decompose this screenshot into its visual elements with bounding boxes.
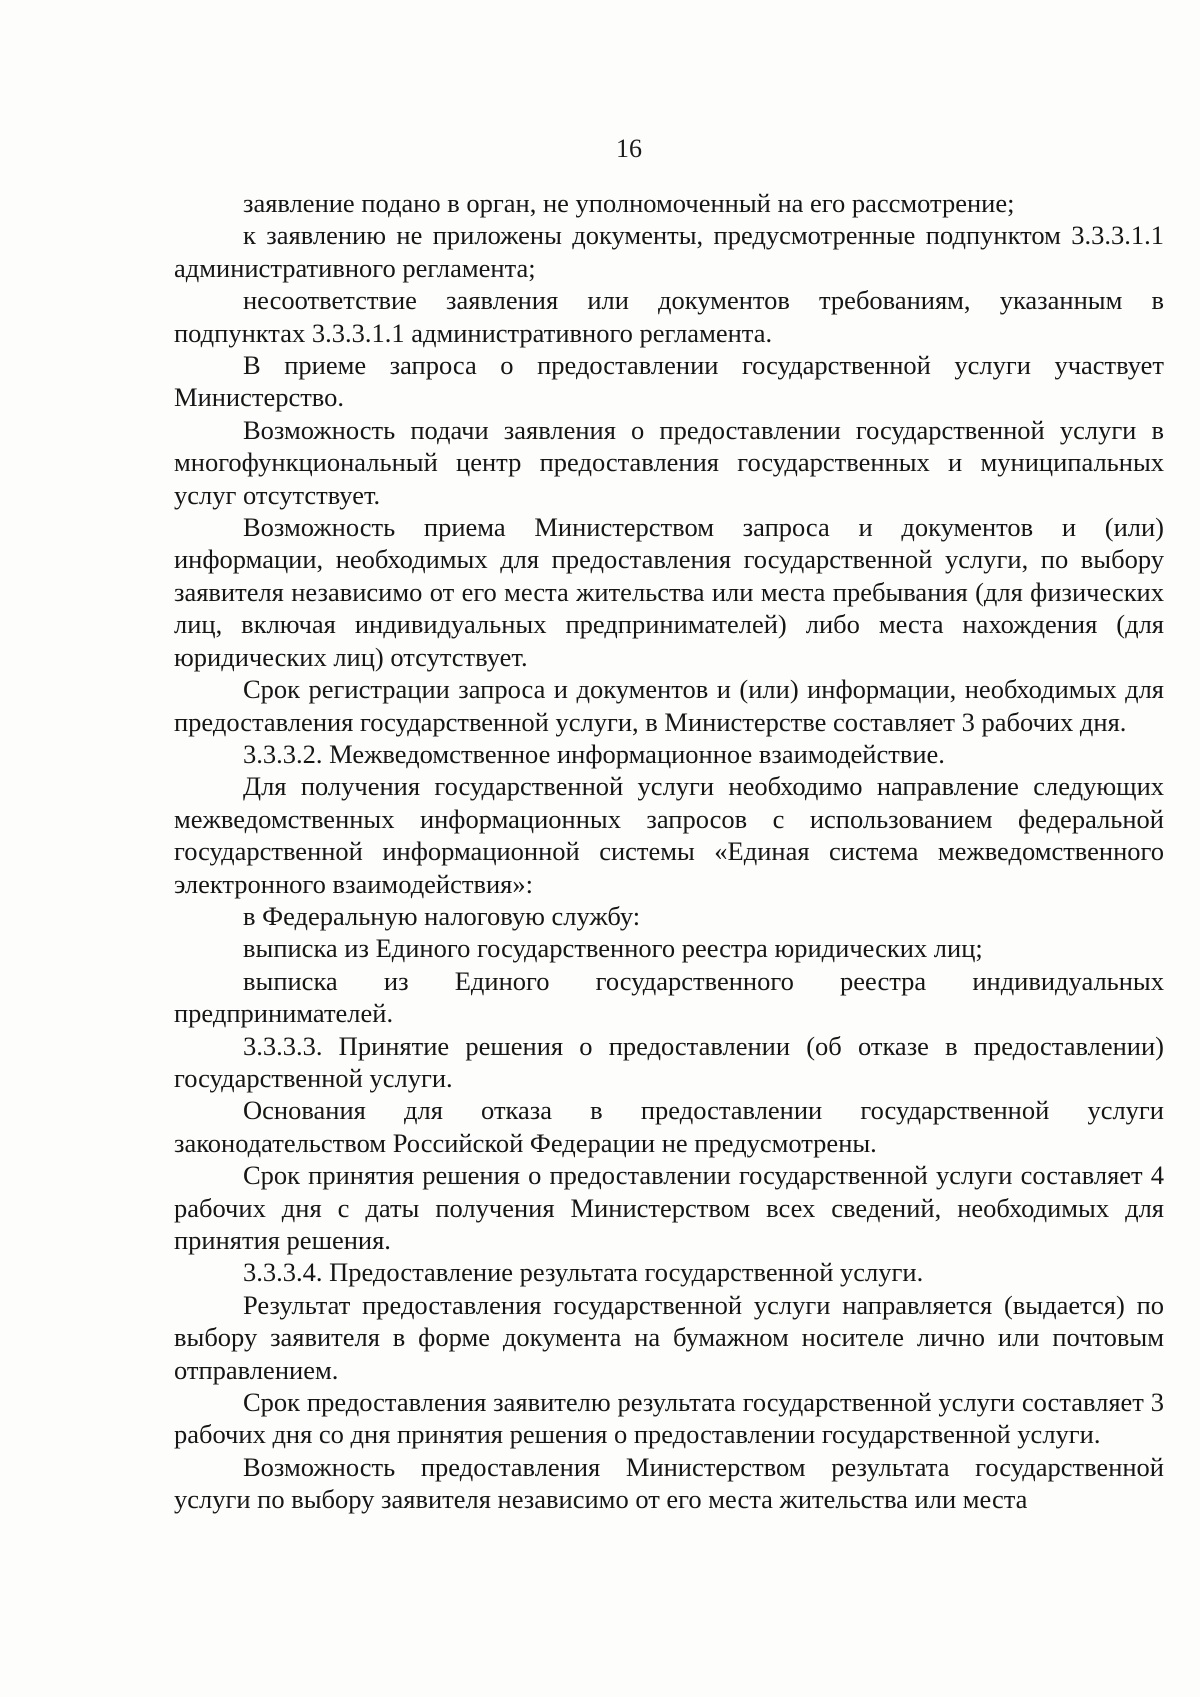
paragraph: к заявлению не приложены документы, предусмотренные подпунктом 3.3.3.1.1 административного регламента; [174,220,1164,283]
section-heading: 3.3.3.2. Межведомственное информационное взаимодействие. [243,738,945,769]
paragraph: Возможность приема Министерством запроса и документов и (или) информации, необходимых для предоставления государственной услуги, по выбору заявителя независимо от его места жительства или места пребывания (для физических лиц, включая индивидуальных предпринимателей) либо места нахождения (для юридических лиц) отсутствует. [174,512,1164,672]
paragraph: Срок принятия решения о предоставлении государственной услуги составляет 4 рабочих дня с даты получения Министерством всех сведений, необходимых для принятия решения. [174,1160,1164,1255]
paragraph: Для получения государственной услуги необходимо направление следующих межведомственных информационных запросов с использованием федеральной государственной информационной системы «Единая система межведомственного электронного взаимодействия»: [174,771,1164,899]
document-body [174,187,1164,1516]
section-heading: 3.3.3.3. Принятие решения о предоставлении (об отказе в предоставлении) государственной услуги. [174,1030,1164,1093]
list-item: выписка из Единого государственного реестра юридических лиц; [243,933,983,964]
paragraph: заявление подано в орган, не уполномоченный на его рассмотрение; [243,188,1015,218]
paragraph: Возможность предоставления Министерством результата государственной услуги по выбору заявителя независимо от его места жительства или места [174,1451,1164,1515]
paragraph: Основания для отказа в предоставлении государственной услуги законодательством Российской Федерации не предусмотрены. [174,1095,1164,1158]
paragraph: Срок регистрации запроса и документов и (или) информации, необходимых для предоставления государственной услуги, в Министерстве составляет 3 рабочих дня. [174,674,1164,737]
paragraph: Срок предоставления заявителю результата государственной услуги составляет 3 рабочих дня со дня принятия решения о предоставлении государственной услуги. [174,1387,1164,1450]
paragraph: В приеме запроса о предоставлении государственной услуги участвует Министерство. [174,350,1164,413]
paragraph: несоответствие заявления или документов требованиям, указанным в подпунктах 3.3.3.1.1 административного регламента. [174,285,1164,348]
paragraph: Возможность подачи заявления о предоставлении государственной услуги в многофункциональный центр предоставления государственных и муниципальных услуг отсутствует. [174,414,1164,510]
paragraph: Результат предоставления государственной услуги направляется (выдается) по выбору заявителя в форме документа на бумажном носителе лично или почтовым отправлением. [174,1289,1164,1385]
paragraph: в Федеральную налоговую службу: [243,900,641,931]
section-heading: 3.3.3.4. Предоставление результата государственной услуги. [243,1257,924,1288]
list-item: выписка из Единого государственного реестра индивидуальных предпринимателей. [174,965,1164,1029]
page-number: 16 [616,134,642,163]
